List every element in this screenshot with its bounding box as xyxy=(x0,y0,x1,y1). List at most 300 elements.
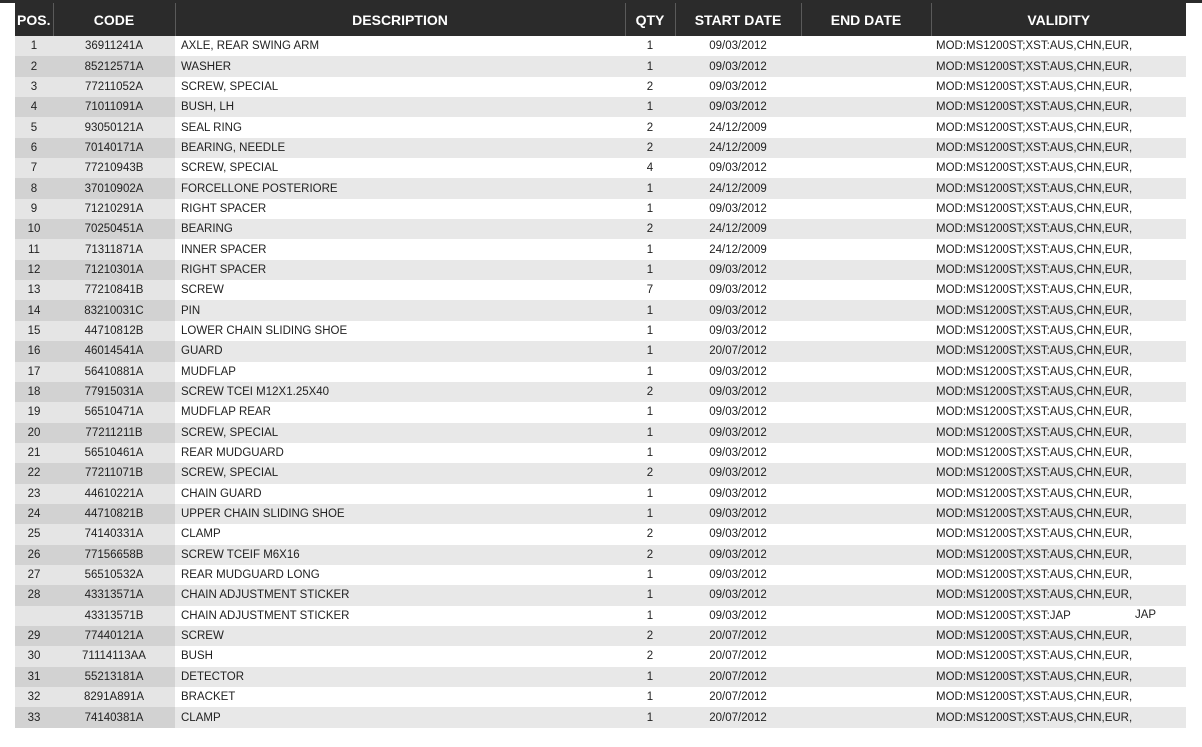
cell-qty: 1 xyxy=(625,321,675,341)
cell-start-date: 09/03/2012 xyxy=(675,463,801,483)
cell-end-date xyxy=(801,158,931,178)
validity-text: MOD:MS1200ST;XST:AUS,CHN,EUR, xyxy=(936,487,1133,500)
table-row xyxy=(15,565,1186,585)
validity-text: MOD:MS1200ST;XST:AUS,CHN,EUR, xyxy=(936,467,1133,480)
cell-qty: 2 xyxy=(625,463,675,483)
cell-description: BUSH xyxy=(175,646,625,666)
table-row xyxy=(15,504,1186,524)
cell-end-date xyxy=(801,199,931,219)
cell-pos: 29 xyxy=(15,626,53,646)
cell-qty: 2 xyxy=(625,77,675,97)
cell-qty: 2 xyxy=(625,117,675,137)
cell-description: MUDFLAP xyxy=(175,362,625,382)
cell-end-date xyxy=(801,239,931,259)
table-row xyxy=(15,667,1186,687)
cell-pos: 15 xyxy=(15,321,53,341)
cell-qty: 2 xyxy=(625,626,675,646)
cell-end-date xyxy=(801,504,931,524)
cell-pos: 24 xyxy=(15,504,53,524)
cell-pos: 8 xyxy=(15,178,53,198)
cell-pos: 11 xyxy=(15,239,53,259)
table-row xyxy=(15,443,1186,463)
cell-code: 71311871A xyxy=(53,239,175,259)
cell-description: SCREW xyxy=(175,626,625,646)
table-header xyxy=(15,3,1186,36)
cell-qty: 2 xyxy=(625,545,675,565)
cell-validity xyxy=(931,423,1186,443)
header-end-date: END DATE xyxy=(801,3,931,36)
cell-start-date: 09/03/2012 xyxy=(675,423,801,443)
cell-start-date: 09/03/2012 xyxy=(675,402,801,422)
table-row xyxy=(15,260,1186,280)
cell-start-date: 20/07/2012 xyxy=(675,667,801,687)
validity-text: MOD:MS1200ST;XST:AUS,CHN,EUR, xyxy=(936,284,1133,297)
cell-description: BEARING, NEEDLE xyxy=(175,138,625,158)
cell-end-date xyxy=(801,56,931,76)
table-row xyxy=(15,36,1186,56)
cell-code: 77156658B xyxy=(53,545,175,565)
cell-validity xyxy=(931,138,1186,158)
cell-qty: 1 xyxy=(625,585,675,605)
cell-start-date: 09/03/2012 xyxy=(675,382,801,402)
cell-code: 8291A891A xyxy=(53,687,175,707)
cell-validity xyxy=(931,545,1186,565)
cell-start-date: 09/03/2012 xyxy=(675,484,801,504)
table-row xyxy=(15,300,1186,320)
table-row xyxy=(15,77,1186,97)
cell-code: 36911241A xyxy=(53,36,175,56)
validity-text: MOD:MS1200ST;XST:AUS,CHN,EUR, xyxy=(936,670,1133,683)
cell-start-date: 20/07/2012 xyxy=(675,341,801,361)
table-row xyxy=(15,606,1186,626)
table-row xyxy=(15,585,1186,605)
cell-validity xyxy=(931,687,1186,707)
cell-pos: 23 xyxy=(15,484,53,504)
cell-code: 77211211B xyxy=(53,423,175,443)
header-code: CODE xyxy=(53,3,175,36)
cell-code: 77210943B xyxy=(53,158,175,178)
cell-qty: 1 xyxy=(625,239,675,259)
cell-validity xyxy=(931,77,1186,97)
table-row xyxy=(15,402,1186,422)
cell-start-date: 09/03/2012 xyxy=(675,300,801,320)
cell-validity xyxy=(931,484,1186,504)
cell-pos: 20 xyxy=(15,423,53,443)
cell-pos: 5 xyxy=(15,117,53,137)
cell-pos: 6 xyxy=(15,138,53,158)
cell-start-date: 09/03/2012 xyxy=(675,36,801,56)
cell-validity xyxy=(931,239,1186,259)
validity-text: MOD:MS1200ST;XST:AUS,CHN,EUR, xyxy=(936,345,1133,358)
validity-text: MOD:MS1200ST;XST:AUS,CHN,EUR, xyxy=(936,386,1133,399)
cell-qty: 1 xyxy=(625,423,675,443)
cell-description: SCREW xyxy=(175,280,625,300)
validity-text: MOD:MS1200ST;XST:AUS,CHN,EUR, xyxy=(936,304,1133,317)
table-row xyxy=(15,280,1186,300)
table-body xyxy=(15,36,1186,728)
cell-end-date xyxy=(801,321,931,341)
table-row xyxy=(15,707,1186,727)
cell-end-date xyxy=(801,565,931,585)
cell-start-date: 24/12/2009 xyxy=(675,219,801,239)
validity-text: MOD:MS1200ST;XST:AUS,CHN,EUR, xyxy=(936,121,1133,134)
cell-code: 77440121A xyxy=(53,626,175,646)
cell-code: 46014541A xyxy=(53,341,175,361)
cell-validity xyxy=(931,362,1186,382)
table-row xyxy=(15,382,1186,402)
cell-pos: 17 xyxy=(15,362,53,382)
cell-end-date xyxy=(801,606,931,626)
validity-text: MOD:MS1200ST;XST:AUS,CHN,EUR, xyxy=(936,528,1133,541)
cell-qty: 7 xyxy=(625,280,675,300)
cell-validity xyxy=(931,606,1186,626)
cell-validity xyxy=(931,199,1186,219)
cell-qty: 4 xyxy=(625,158,675,178)
validity-text: MOD:MS1200ST;XST:AUS,CHN,EUR, xyxy=(936,508,1133,521)
cell-description: CHAIN ADJUSTMENT STICKER xyxy=(175,585,625,605)
cell-end-date xyxy=(801,402,931,422)
cell-description: REAR MUDGUARD xyxy=(175,443,625,463)
cell-description: BRACKET xyxy=(175,687,625,707)
cell-validity xyxy=(931,280,1186,300)
cell-code: 44710821B xyxy=(53,504,175,524)
cell-qty: 1 xyxy=(625,707,675,727)
cell-code: 56510532A xyxy=(53,565,175,585)
cell-description: MUDFLAP REAR xyxy=(175,402,625,422)
table-row xyxy=(15,626,1186,646)
cell-validity xyxy=(931,97,1186,117)
cell-end-date xyxy=(801,280,931,300)
cell-qty: 1 xyxy=(625,300,675,320)
cell-description: PIN xyxy=(175,300,625,320)
cell-qty: 1 xyxy=(625,565,675,585)
cell-qty: 2 xyxy=(625,646,675,666)
cell-start-date: 24/12/2009 xyxy=(675,239,801,259)
cell-qty: 1 xyxy=(625,199,675,219)
validity-text: MOD:MS1200ST;XST:AUS,CHN,EUR, xyxy=(936,223,1133,236)
header-qty: QTY xyxy=(625,3,675,36)
validity-text: MOD:MS1200ST;XST:AUS,CHN,EUR, xyxy=(936,162,1133,175)
cell-validity xyxy=(931,178,1186,198)
header-description: DESCRIPTION xyxy=(175,3,625,36)
cell-qty: 1 xyxy=(625,504,675,524)
validity-extra: JAP xyxy=(1135,608,1157,621)
cell-start-date: 09/03/2012 xyxy=(675,56,801,76)
cell-end-date xyxy=(801,646,931,666)
cell-qty: 1 xyxy=(625,484,675,504)
cell-validity xyxy=(931,504,1186,524)
cell-qty: 1 xyxy=(625,606,675,626)
cell-qty: 2 xyxy=(625,219,675,239)
cell-end-date xyxy=(801,463,931,483)
validity-text: MOD:MS1200ST;XST:AUS,CHN,EUR, xyxy=(936,60,1133,73)
header-pos: POS. xyxy=(15,3,53,36)
validity-text: MOD:MS1200ST;XST:AUS,CHN,EUR, xyxy=(936,80,1133,93)
cell-validity xyxy=(931,300,1186,320)
cell-description: BEARING xyxy=(175,219,625,239)
cell-qty: 1 xyxy=(625,402,675,422)
cell-description: REAR MUDGUARD LONG xyxy=(175,565,625,585)
cell-code: 44610221A xyxy=(53,484,175,504)
cell-description: INNER SPACER xyxy=(175,239,625,259)
cell-validity xyxy=(931,158,1186,178)
cell-pos: 12 xyxy=(15,260,53,280)
cell-validity xyxy=(931,585,1186,605)
cell-start-date: 09/03/2012 xyxy=(675,280,801,300)
table-row xyxy=(15,362,1186,382)
cell-end-date xyxy=(801,300,931,320)
cell-end-date xyxy=(801,443,931,463)
cell-description: SCREW TCEIF M6X16 xyxy=(175,545,625,565)
cell-start-date: 09/03/2012 xyxy=(675,524,801,544)
cell-validity xyxy=(931,260,1186,280)
cell-validity xyxy=(931,463,1186,483)
validity-text: MOD:MS1200ST;XST:AUS,CHN,EUR, xyxy=(936,650,1133,663)
cell-pos xyxy=(15,606,53,626)
cell-start-date: 09/03/2012 xyxy=(675,97,801,117)
validity-text: MOD:MS1200ST;XST:AUS,CHN,EUR, xyxy=(936,426,1133,439)
cell-end-date xyxy=(801,138,931,158)
cell-description: SCREW, SPECIAL xyxy=(175,463,625,483)
table-row xyxy=(15,239,1186,259)
cell-start-date: 20/07/2012 xyxy=(675,646,801,666)
table-row xyxy=(15,463,1186,483)
table-row xyxy=(15,423,1186,443)
cell-qty: 1 xyxy=(625,56,675,76)
cell-description: DETECTOR xyxy=(175,667,625,687)
cell-pos: 9 xyxy=(15,199,53,219)
table-row xyxy=(15,97,1186,117)
cell-qty: 1 xyxy=(625,667,675,687)
validity-text: MOD:MS1200ST;XST:JAP xyxy=(936,609,1071,622)
cell-qty: 1 xyxy=(625,97,675,117)
validity-text: MOD:MS1200ST;XST:AUS,CHN,EUR, xyxy=(936,406,1133,419)
cell-pos: 33 xyxy=(15,707,53,727)
cell-qty: 1 xyxy=(625,341,675,361)
cell-code: 43313571A xyxy=(53,585,175,605)
cell-code: 44710812B xyxy=(53,321,175,341)
cell-description: WASHER xyxy=(175,56,625,76)
cell-pos: 27 xyxy=(15,565,53,585)
cell-description: FORCELLONE POSTERIORE xyxy=(175,178,625,198)
cell-code: 74140331A xyxy=(53,524,175,544)
cell-code: 71210301A xyxy=(53,260,175,280)
cell-qty: 1 xyxy=(625,260,675,280)
table-row xyxy=(15,178,1186,198)
header-validity: VALIDITY xyxy=(931,3,1186,36)
table-row xyxy=(15,117,1186,137)
validity-text: MOD:MS1200ST;XST:AUS,CHN,EUR, xyxy=(936,548,1133,561)
cell-pos: 16 xyxy=(15,341,53,361)
cell-end-date xyxy=(801,707,931,727)
cell-pos: 1 xyxy=(15,36,53,56)
cell-pos: 7 xyxy=(15,158,53,178)
table-row xyxy=(15,321,1186,341)
cell-code: 71210291A xyxy=(53,199,175,219)
cell-validity xyxy=(931,117,1186,137)
cell-qty: 2 xyxy=(625,138,675,158)
table-row xyxy=(15,199,1186,219)
cell-code: 77915031A xyxy=(53,382,175,402)
cell-start-date: 24/12/2009 xyxy=(675,178,801,198)
cell-end-date xyxy=(801,219,931,239)
cell-validity xyxy=(931,626,1186,646)
cell-description: SEAL RING xyxy=(175,117,625,137)
validity-text: MOD:MS1200ST;XST:AUS,CHN,EUR, xyxy=(936,569,1133,582)
cell-end-date xyxy=(801,423,931,443)
cell-pos: 30 xyxy=(15,646,53,666)
cell-pos: 32 xyxy=(15,687,53,707)
validity-text: MOD:MS1200ST;XST:AUS,CHN,EUR, xyxy=(936,243,1133,256)
validity-text: MOD:MS1200ST;XST:AUS,CHN,EUR, xyxy=(936,202,1133,215)
validity-text: MOD:MS1200ST;XST:AUS,CHN,EUR, xyxy=(936,263,1133,276)
table-row xyxy=(15,687,1186,707)
cell-code: 93050121A xyxy=(53,117,175,137)
validity-text: MOD:MS1200ST;XST:AUS,CHN,EUR, xyxy=(936,324,1133,337)
cell-end-date xyxy=(801,484,931,504)
cell-code: 56510461A xyxy=(53,443,175,463)
cell-start-date: 09/03/2012 xyxy=(675,504,801,524)
cell-code: 56510471A xyxy=(53,402,175,422)
table-row xyxy=(15,56,1186,76)
cell-start-date: 09/03/2012 xyxy=(675,362,801,382)
cell-description: RIGHT SPACER xyxy=(175,260,625,280)
cell-description: AXLE, REAR SWING ARM xyxy=(175,36,625,56)
cell-pos: 21 xyxy=(15,443,53,463)
cell-pos: 2 xyxy=(15,56,53,76)
cell-end-date xyxy=(801,260,931,280)
cell-description: GUARD xyxy=(175,341,625,361)
cell-code: 70140171A xyxy=(53,138,175,158)
parts-table xyxy=(15,3,1186,728)
cell-pos: 28 xyxy=(15,585,53,605)
cell-description: CLAMP xyxy=(175,707,625,727)
cell-end-date xyxy=(801,341,931,361)
validity-text: MOD:MS1200ST;XST:AUS,CHN,EUR, xyxy=(936,711,1133,724)
validity-text: MOD:MS1200ST;XST:AUS,CHN,EUR, xyxy=(936,141,1133,154)
cell-validity xyxy=(931,321,1186,341)
validity-text: MOD:MS1200ST;XST:AUS,CHN,EUR, xyxy=(936,40,1133,53)
validity-text: MOD:MS1200ST;XST:AUS,CHN,EUR, xyxy=(936,691,1133,704)
table-row xyxy=(15,524,1186,544)
table-row xyxy=(15,545,1186,565)
cell-code: 70250451A xyxy=(53,219,175,239)
cell-start-date: 20/07/2012 xyxy=(675,707,801,727)
table-row xyxy=(15,646,1186,666)
cell-description: CLAMP xyxy=(175,524,625,544)
cell-code: 74140381A xyxy=(53,707,175,727)
cell-code: 71011091A xyxy=(53,97,175,117)
cell-pos: 31 xyxy=(15,667,53,687)
cell-pos: 22 xyxy=(15,463,53,483)
cell-end-date xyxy=(801,667,931,687)
cell-end-date xyxy=(801,382,931,402)
cell-qty: 2 xyxy=(625,382,675,402)
cell-validity xyxy=(931,524,1186,544)
cell-code: 56410881A xyxy=(53,362,175,382)
cell-start-date: 09/03/2012 xyxy=(675,443,801,463)
cell-description: CHAIN GUARD xyxy=(175,484,625,504)
table-row xyxy=(15,341,1186,361)
cell-description: SCREW, SPECIAL xyxy=(175,158,625,178)
validity-text: MOD:MS1200ST;XST:AUS,CHN,EUR, xyxy=(936,589,1133,602)
cell-validity xyxy=(931,667,1186,687)
cell-pos: 10 xyxy=(15,219,53,239)
cell-description: SCREW TCEI M12X1.25X40 xyxy=(175,382,625,402)
cell-start-date: 24/12/2009 xyxy=(675,138,801,158)
cell-validity xyxy=(931,56,1186,76)
cell-validity xyxy=(931,382,1186,402)
cell-start-date: 24/12/2009 xyxy=(675,117,801,137)
cell-start-date: 09/03/2012 xyxy=(675,565,801,585)
cell-description: UPPER CHAIN SLIDING SHOE xyxy=(175,504,625,524)
cell-start-date: 20/07/2012 xyxy=(675,626,801,646)
cell-validity xyxy=(931,341,1186,361)
cell-description: LOWER CHAIN SLIDING SHOE xyxy=(175,321,625,341)
cell-end-date xyxy=(801,524,931,544)
cell-end-date xyxy=(801,178,931,198)
cell-start-date: 09/03/2012 xyxy=(675,199,801,219)
cell-validity xyxy=(931,707,1186,727)
cell-validity xyxy=(931,36,1186,56)
validity-text: MOD:MS1200ST;XST:AUS,CHN,EUR, xyxy=(936,101,1133,114)
cell-pos: 13 xyxy=(15,280,53,300)
table-row xyxy=(15,158,1186,178)
cell-description: CHAIN ADJUSTMENT STICKER xyxy=(175,606,625,626)
validity-text: MOD:MS1200ST;XST:AUS,CHN,EUR, xyxy=(936,365,1133,378)
cell-start-date: 09/03/2012 xyxy=(675,260,801,280)
cell-code: 77211071B xyxy=(53,463,175,483)
cell-description: SCREW, SPECIAL xyxy=(175,423,625,443)
cell-end-date xyxy=(801,545,931,565)
cell-pos: 3 xyxy=(15,77,53,97)
cell-start-date: 09/03/2012 xyxy=(675,321,801,341)
cell-code: 37010902A xyxy=(53,178,175,198)
validity-text: MOD:MS1200ST;XST:AUS,CHN,EUR, xyxy=(936,630,1133,643)
cell-qty: 1 xyxy=(625,443,675,463)
cell-start-date: 20/07/2012 xyxy=(675,687,801,707)
cell-end-date xyxy=(801,97,931,117)
cell-validity xyxy=(931,402,1186,422)
cell-qty: 1 xyxy=(625,178,675,198)
cell-start-date: 09/03/2012 xyxy=(675,545,801,565)
cell-description: SCREW, SPECIAL xyxy=(175,77,625,97)
cell-description: BUSH, LH xyxy=(175,97,625,117)
cell-pos: 25 xyxy=(15,524,53,544)
cell-code: 83210031C xyxy=(53,300,175,320)
cell-end-date xyxy=(801,362,931,382)
cell-end-date xyxy=(801,117,931,137)
table-row xyxy=(15,484,1186,504)
cell-start-date: 09/03/2012 xyxy=(675,77,801,97)
cell-code: 85212571A xyxy=(53,56,175,76)
table-row xyxy=(15,138,1186,158)
cell-code: 71114113AA xyxy=(53,646,175,666)
cell-end-date xyxy=(801,77,931,97)
cell-start-date: 09/03/2012 xyxy=(675,585,801,605)
cell-validity xyxy=(931,565,1186,585)
cell-description: RIGHT SPACER xyxy=(175,199,625,219)
table-row xyxy=(15,219,1186,239)
cell-end-date xyxy=(801,36,931,56)
cell-qty: 1 xyxy=(625,362,675,382)
validity-text: MOD:MS1200ST;XST:AUS,CHN,EUR, xyxy=(936,182,1133,195)
cell-end-date xyxy=(801,687,931,707)
cell-code: 43313571B xyxy=(53,606,175,626)
header-start-date: START DATE xyxy=(675,3,801,36)
cell-qty: 1 xyxy=(625,687,675,707)
cell-pos: 4 xyxy=(15,97,53,117)
